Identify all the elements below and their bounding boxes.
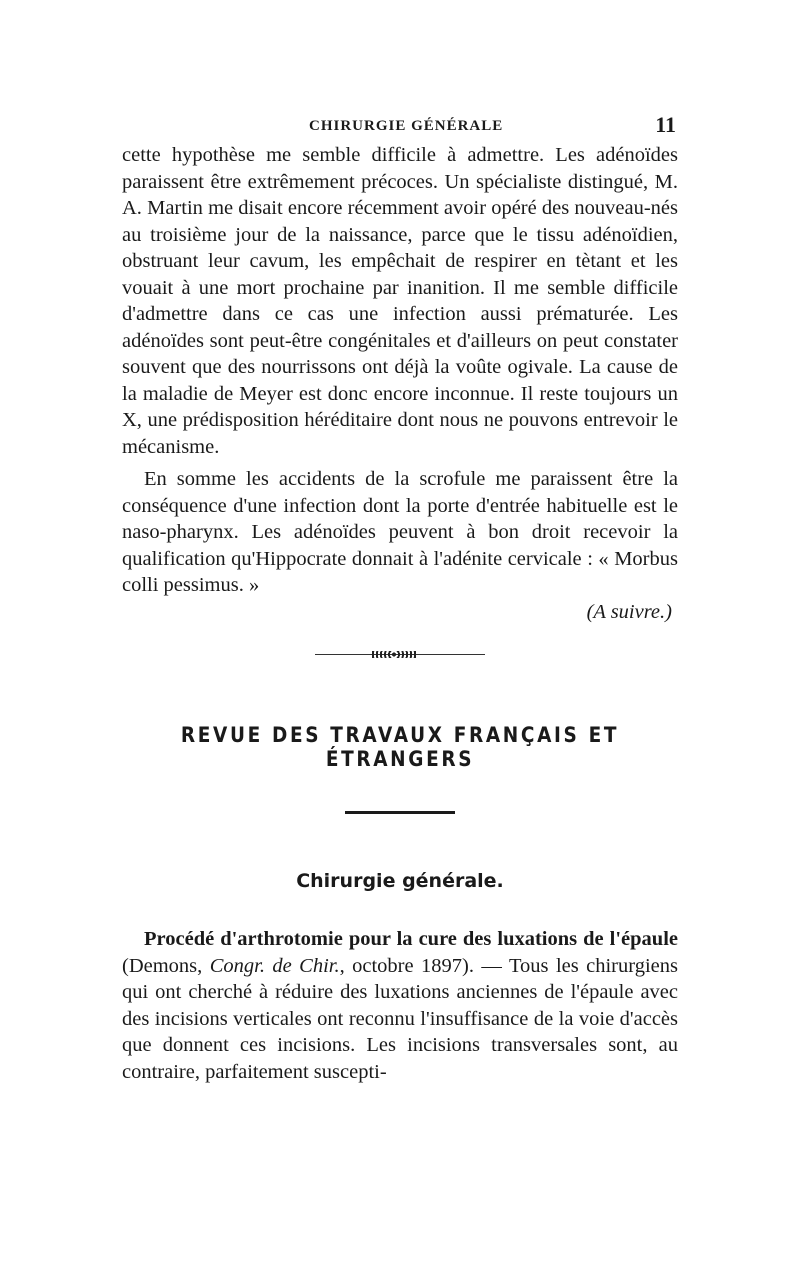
- paragraph-conclusion: En somme les accidents de la scrofule me paraissent être la conséquence d'une infection dont la porte d'entrée habituelle est le naso-pharynx. Les adénoïdes peuvent à bon droit recevoir la qualification qu'Hippocrate donnait à l'adénite cervicale : « Morbus colli pessimus. »: [122, 468, 678, 596]
- running-head: [122, 112, 678, 142]
- paragraph-continued: cette hypothèse me semble difficile à admettre. Les adénoïdes paraissent être extrêmement précoces. Un spécialiste distingué, M. A. Martin me disait encore récemment avoir opéré des nouveau-nés au troisième jour de la naissance, parce que le tissu adénoïdien, obstruant leur cavum, les empêchait de respirer en tètant et les vouait à une mort prochaine par inanition. Il me semble difficile d'admettre dans ce cas une infection aussi prématurée. Les adénoïdes sont peut-être congénitales et d'ailleurs on peut constater souvent que des nourrissons ont déjà la voûte ogivale. La cause de la maladie de Meyer est donc encore inconnue. Il reste toujours un X, une prédisposition héréditaire dont nous ne pouvons entrevoir le mécanisme.: [122, 144, 678, 458]
- article-citation-close: , octobre 1897). —: [339, 954, 509, 977]
- page-number: 11: [655, 112, 676, 137]
- article-paragraph: [122, 926, 678, 1085]
- section-title: REVUE DES TRAVAUX FRANÇAIS ET ÉTRANGERS: [180, 723, 620, 771]
- running-title: CHIRURGIE GÉNÉRALE: [309, 118, 504, 134]
- to-be-continued: (A suivre.): [586, 600, 672, 623]
- section-rule: [345, 811, 455, 814]
- article-title: Procédé d'arthrotomie pour la cure des luxations de l'épaule: [144, 928, 678, 950]
- ornament-divider: [315, 651, 485, 659]
- article-journal: Congr. de Chir.: [209, 954, 340, 977]
- page: [122, 112, 678, 1085]
- subsection-title: Chirurgie générale.: [296, 870, 504, 892]
- article-citation-open: (Demons,: [122, 954, 210, 977]
- article-text: Tous les chirurgiens qui ont cherché à réduire des luxations anciennes de l'épaule avec des incisions verticales ont reconnu l'insuffisance de la voie d'accès que donnent ces incisions. Les incisions transversales sont, au contraire, parfaitement suscepti-: [122, 954, 678, 1083]
